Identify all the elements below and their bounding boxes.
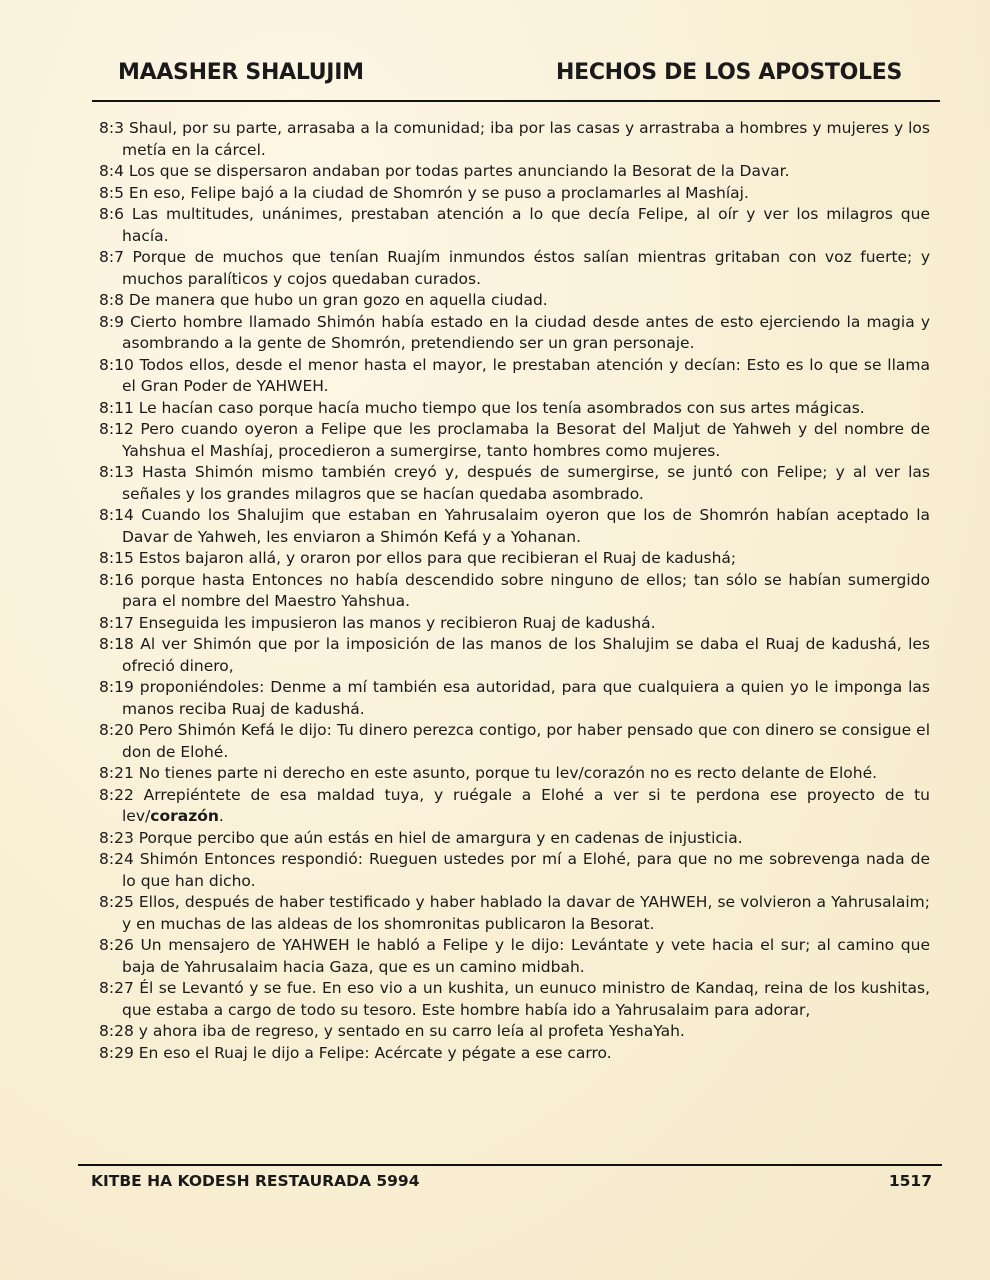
verse-text-end: . xyxy=(218,807,224,825)
book-title-spanish: HECHOS DE LOS APOSTOLES xyxy=(556,60,902,85)
verse: 8:19 proponiéndoles: Denme a mí también esa autoridad, para que cualquiera a quien yo le imponga las manos reciba Ruaj de kadushá. xyxy=(99,678,930,718)
verse: 8:8 De manera que hubo un gran gozo en aquella ciudad. xyxy=(99,291,548,309)
verse: 8:13 Hasta Shimón mismo también creyó y, después de sumergirse, se juntó con Felipe; y al ver las señales y los grandes milagros que se hacían quedaba asombrado. xyxy=(99,463,930,503)
verse-text: 8:22 Arrepiéntete de esa maldad tuya, y ruégale a Elohé a ver si te perdona ese proyecto de tu lev/ xyxy=(99,785,930,825)
verse: 8:26 Un mensajero de YAHWEH le habló a Felipe y le dijo: Levántate y vete hacia el sur; al camino que baja de Yahrusalaim hacia Gaza, que es un camino midbah. xyxy=(99,936,930,976)
verse: 8:5 En eso, Felipe bajó a la ciudad de Shomrón y se puso a proclamarles al Mashíaj. xyxy=(99,183,749,202)
verse: 8:18 Al ver Shimón que por la imposición de las manos de los Shalujim se daba el Ruaj de kadushá, les ofreció dinero, xyxy=(99,635,930,675)
verse: 8:12 Pero cuando oyeron a Felipe que les proclamaba la Besorat del Maljut de Yahweh y del nombre de Yahshua el Mashíaj, procedieron a sumergirse, tanto hombres como mujeres. xyxy=(99,420,930,460)
verse: 8:29 En eso el Ruaj le dijo a Felipe: Acércate y pégate a ese carro. xyxy=(99,1043,612,1062)
verse: 8:23 Porque percibo que aún estás en hiel de amargura y en cadenas de injusticia. xyxy=(99,828,743,847)
page-header xyxy=(92,52,940,102)
verse: 8:7 Porque de muchos que tenían Ruajím inmundos éstos salían mientras gritaban con voz fuerte; y muchos paralíticos y cojos quedaban curados. xyxy=(99,248,930,288)
verse: 8:28 y ahora iba de regreso, y sentado en su carro leía al profeta YeshaYah. xyxy=(99,1022,685,1040)
verse: 8:16 porque hasta Entonces no había descendido sobre ninguno de ellos; tan sólo se habían sumergido para el nombre del Maestro Yahshua. xyxy=(99,570,930,610)
verse: 8:21 No tienes parte ni derecho en este asunto, porque tu lev/corazón no es recto delante de Elohé. xyxy=(99,764,878,782)
verse: 8:14 Cuando los Shalujim que estaban en Yahrusalaim oyeron que los de Shomrón habían aceptado la Davar de Yahweh, les enviaron a Shimón Kefá y a Yohanan. xyxy=(99,506,930,546)
footer-edition: KITBE HA KODESH RESTAURADA 5994 xyxy=(91,1172,420,1190)
verse: 8:20 Pero Shimón Kefá le dijo: Tu dinero perezca contigo, por haber pensado que con dinero se consigue el don de Elohé. xyxy=(99,721,930,761)
verse: 8:25 Ellos, después de haber testificado y haber hablado la davar de YAHWEH, se volvieron a Yahrusalaim; y en muchas de las aldeas de los shomronitas publicaron la Besorat. xyxy=(99,893,930,933)
verse xyxy=(99,785,930,828)
verse-bold-word: corazón xyxy=(150,807,219,825)
footer-divider xyxy=(78,1164,942,1166)
book-title-hebrew: MAASHER SHALUJIM xyxy=(118,60,364,85)
verse: 8:3 Shaul, por su parte, arrasaba a la comunidad; iba por las casas y arrastraba a hombres y mujeres y los metía en la cárcel. xyxy=(99,119,930,159)
verse: 8:9 Cierto hombre llamado Shimón había estado en la ciudad desde antes de esto ejerciendo la magia y asombrando a la gente de Shomrón, pretendiendo ser un gran personaje. xyxy=(99,312,930,352)
verse: 8:27 Él se Levantó y se fue. En eso vio a un kushita, un eunuco ministro de Kandaq, reina de los kushitas, que estaba a cargo de todo su tesoro. Este hombre había ido a Yahrusalaim para adorar, xyxy=(99,979,930,1019)
verse: 8:15 Estos bajaron allá, y oraron por ellos para que recibieran el Ruaj de kadushá; xyxy=(99,549,737,567)
verse-list xyxy=(99,118,930,1064)
verse: 8:10 Todos ellos, desde el menor hasta el mayor, le prestaban atención y decían: Esto es lo que se llama el Gran Poder de YAHWEH. xyxy=(99,355,930,395)
verse: 8:24 Shimón Entonces respondió: Rueguen ustedes por mí a Elohé, para que no me sobrevenga nada de lo que han dicho. xyxy=(99,850,930,890)
verse: 8:6 Las multitudes, unánimes, prestaban atención a lo que decía Felipe, al oír y ver los milagros que hacía. xyxy=(99,205,930,245)
verse: 8:11 Le hacían caso porque hacía mucho tiempo que los tenía asombrados con sus artes mágicas. xyxy=(99,398,865,417)
verse: 8:17 Enseguida les impusieron las manos y recibieron Ruaj de kadushá. xyxy=(99,613,656,632)
page-number: 1517 xyxy=(888,1172,932,1190)
verse: 8:4 Los que se dispersaron andaban por todas partes anunciando la Besorat de la Davar. xyxy=(99,162,790,180)
